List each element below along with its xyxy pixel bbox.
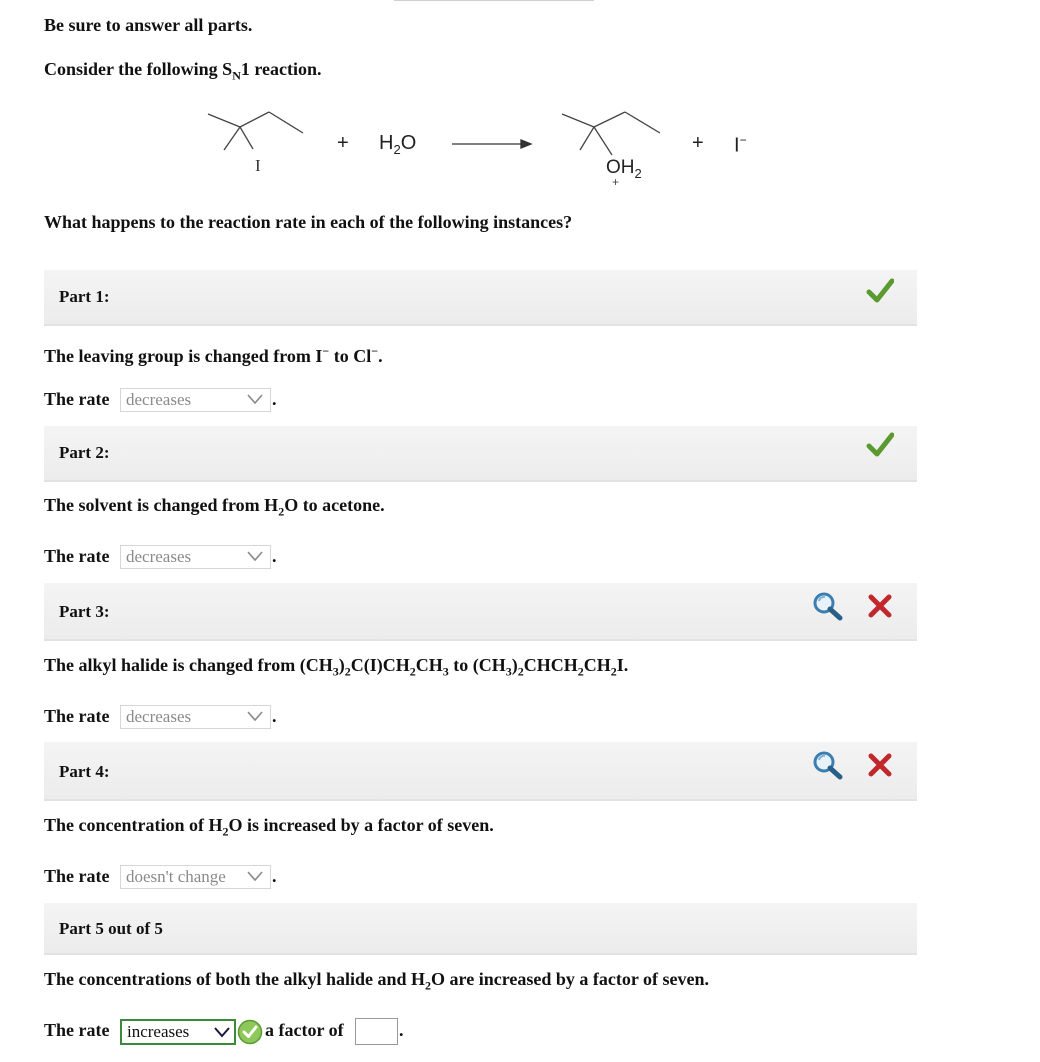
- factor-input[interactable]: [355, 1018, 398, 1045]
- check-icon: [866, 432, 894, 458]
- part-2-header: [44, 426, 917, 482]
- consider-sub: N: [232, 68, 241, 83]
- plus-sign: +: [337, 132, 349, 154]
- part-3-prompt: [44, 655, 628, 680]
- part-1-header: [44, 270, 917, 326]
- question-text: What happens to the reaction rate in each of the following instances?: [44, 212, 573, 232]
- part-3-text: to (CH: [448, 655, 506, 675]
- part-5-prompt-a: The concentrations of both the alkyl halide and H: [44, 969, 426, 989]
- part-2-prompt: [44, 495, 385, 520]
- part-2-rate-select[interactable]: [120, 545, 271, 569]
- instructions: Be sure to answer all parts.: [44, 15, 253, 35]
- part-3-text: ): [338, 655, 345, 675]
- close-icon: [868, 753, 892, 777]
- part-2-selected-value: decreases: [126, 547, 192, 566]
- chevron-down-icon: [246, 709, 264, 723]
- chevron-down-icon: [246, 869, 264, 883]
- part-3-text-a: The alkyl halide is changed from (CH: [44, 655, 333, 675]
- part-5-prompt-b: O are increased by a factor of seven.: [431, 969, 710, 989]
- plus-sign-2: +: [692, 132, 704, 154]
- check-icon: [237, 1019, 263, 1045]
- product-charge: +: [612, 175, 620, 189]
- part-3-sub: 3: [442, 664, 449, 679]
- consider-suffix: 1 reaction.: [240, 59, 322, 79]
- part-5-label: Part 5 out of 5: [59, 919, 163, 938]
- period: .: [272, 389, 277, 409]
- part-3-label: Part 3:: [59, 602, 110, 621]
- part-4-prompt-b: O is increased by a factor of seven.: [228, 815, 494, 835]
- part-5-selected-value: increases: [127, 1022, 190, 1041]
- part-5-prompt: [44, 969, 709, 994]
- part-4-selected-value: doesn't change: [126, 867, 226, 886]
- part-2-label: Part 2:: [59, 443, 110, 462]
- product-structure: [562, 112, 660, 155]
- close-icon: [868, 594, 892, 618]
- part-1-rate-label: The rate: [44, 389, 110, 409]
- arrow: [452, 140, 531, 148]
- product-sub: 2: [634, 165, 642, 181]
- part-2-prompt-b: O to acetone.: [284, 495, 385, 515]
- part-3-sub: 2: [344, 664, 351, 679]
- part-4-prompt-a: The concentration of H: [44, 815, 223, 835]
- part-3-text: CHCH: [523, 655, 578, 675]
- period: .: [272, 866, 277, 886]
- part-3-header: [44, 583, 917, 641]
- magnifier-icon[interactable]: [811, 591, 845, 621]
- part-3-sub: 3: [332, 664, 339, 679]
- part-3-sub: 2: [610, 664, 617, 679]
- part-5-rate-label: The rate: [44, 1020, 110, 1040]
- period: .: [399, 1020, 404, 1040]
- iodide-ion: [734, 133, 747, 158]
- part-1-rate-select[interactable]: [120, 388, 271, 412]
- part-1-prompt-a: The leaving group is changed from I: [44, 346, 323, 366]
- chevron-down-icon: [246, 392, 264, 406]
- part-3-text: CH: [415, 655, 443, 675]
- part-5-header: [44, 903, 917, 955]
- part-3-rate-label: The rate: [44, 706, 110, 726]
- part-5-rate-select[interactable]: [120, 1019, 236, 1045]
- consider-prefix: Consider the following S: [44, 59, 233, 79]
- part-3-sub: 2: [409, 664, 416, 679]
- iodide-symbol: I: [734, 134, 740, 157]
- part-1-prompt: [44, 344, 383, 367]
- part-4-label: Part 4:: [59, 762, 110, 781]
- part-3-text: ): [511, 655, 518, 675]
- iodide-charge: −: [739, 133, 747, 147]
- part-4-prompt: [44, 815, 494, 840]
- water-h: H: [379, 132, 394, 154]
- part-3-sub: 2: [517, 664, 524, 679]
- part-2-rate-label: The rate: [44, 546, 110, 566]
- period: .: [272, 706, 277, 726]
- reactant-structure: [208, 112, 303, 150]
- part-4-header: [44, 742, 917, 801]
- part-4-rate-label: The rate: [44, 866, 110, 886]
- part-1-selected-value: decreases: [126, 390, 192, 409]
- part-1-label: Part 1:: [59, 287, 110, 306]
- water-o: O: [400, 132, 417, 154]
- part-4-rate-select[interactable]: [120, 865, 271, 889]
- chevron-down-icon: [213, 1025, 231, 1039]
- reactant-iodine-label: I: [255, 156, 261, 175]
- part-2-sub: 2: [278, 504, 285, 519]
- part-3-text: C(I)CH: [350, 655, 410, 675]
- part-1-prompt-b: to Cl: [329, 346, 372, 366]
- magnifier-icon[interactable]: [811, 750, 845, 780]
- check-icon: [866, 278, 894, 304]
- part-1-sup2: −: [371, 344, 379, 358]
- part-5-sub: 2: [425, 978, 432, 993]
- top-divider: [394, 0, 594, 1]
- part-2-prompt-a: The solvent is changed from H: [44, 495, 279, 515]
- water-formula: [379, 132, 416, 157]
- factor-label: a factor of: [265, 1020, 344, 1040]
- part-3-sub: 3: [505, 664, 512, 679]
- water-sub: 2: [393, 142, 401, 157]
- part-1-prompt-c: .: [378, 346, 383, 366]
- chevron-down-icon: [246, 549, 264, 563]
- part-4-sub: 2: [222, 824, 229, 839]
- part-3-text: CH: [583, 655, 611, 675]
- part-3-rate-select[interactable]: [120, 705, 271, 729]
- part-3-sub: 2: [577, 664, 584, 679]
- part-3-text: I.: [616, 655, 629, 675]
- consider-text: [44, 59, 322, 84]
- part-3-selected-value: decreases: [126, 707, 192, 726]
- period: .: [272, 546, 277, 566]
- product-oh: OH: [606, 157, 635, 178]
- part-1-sup1: −: [322, 344, 330, 358]
